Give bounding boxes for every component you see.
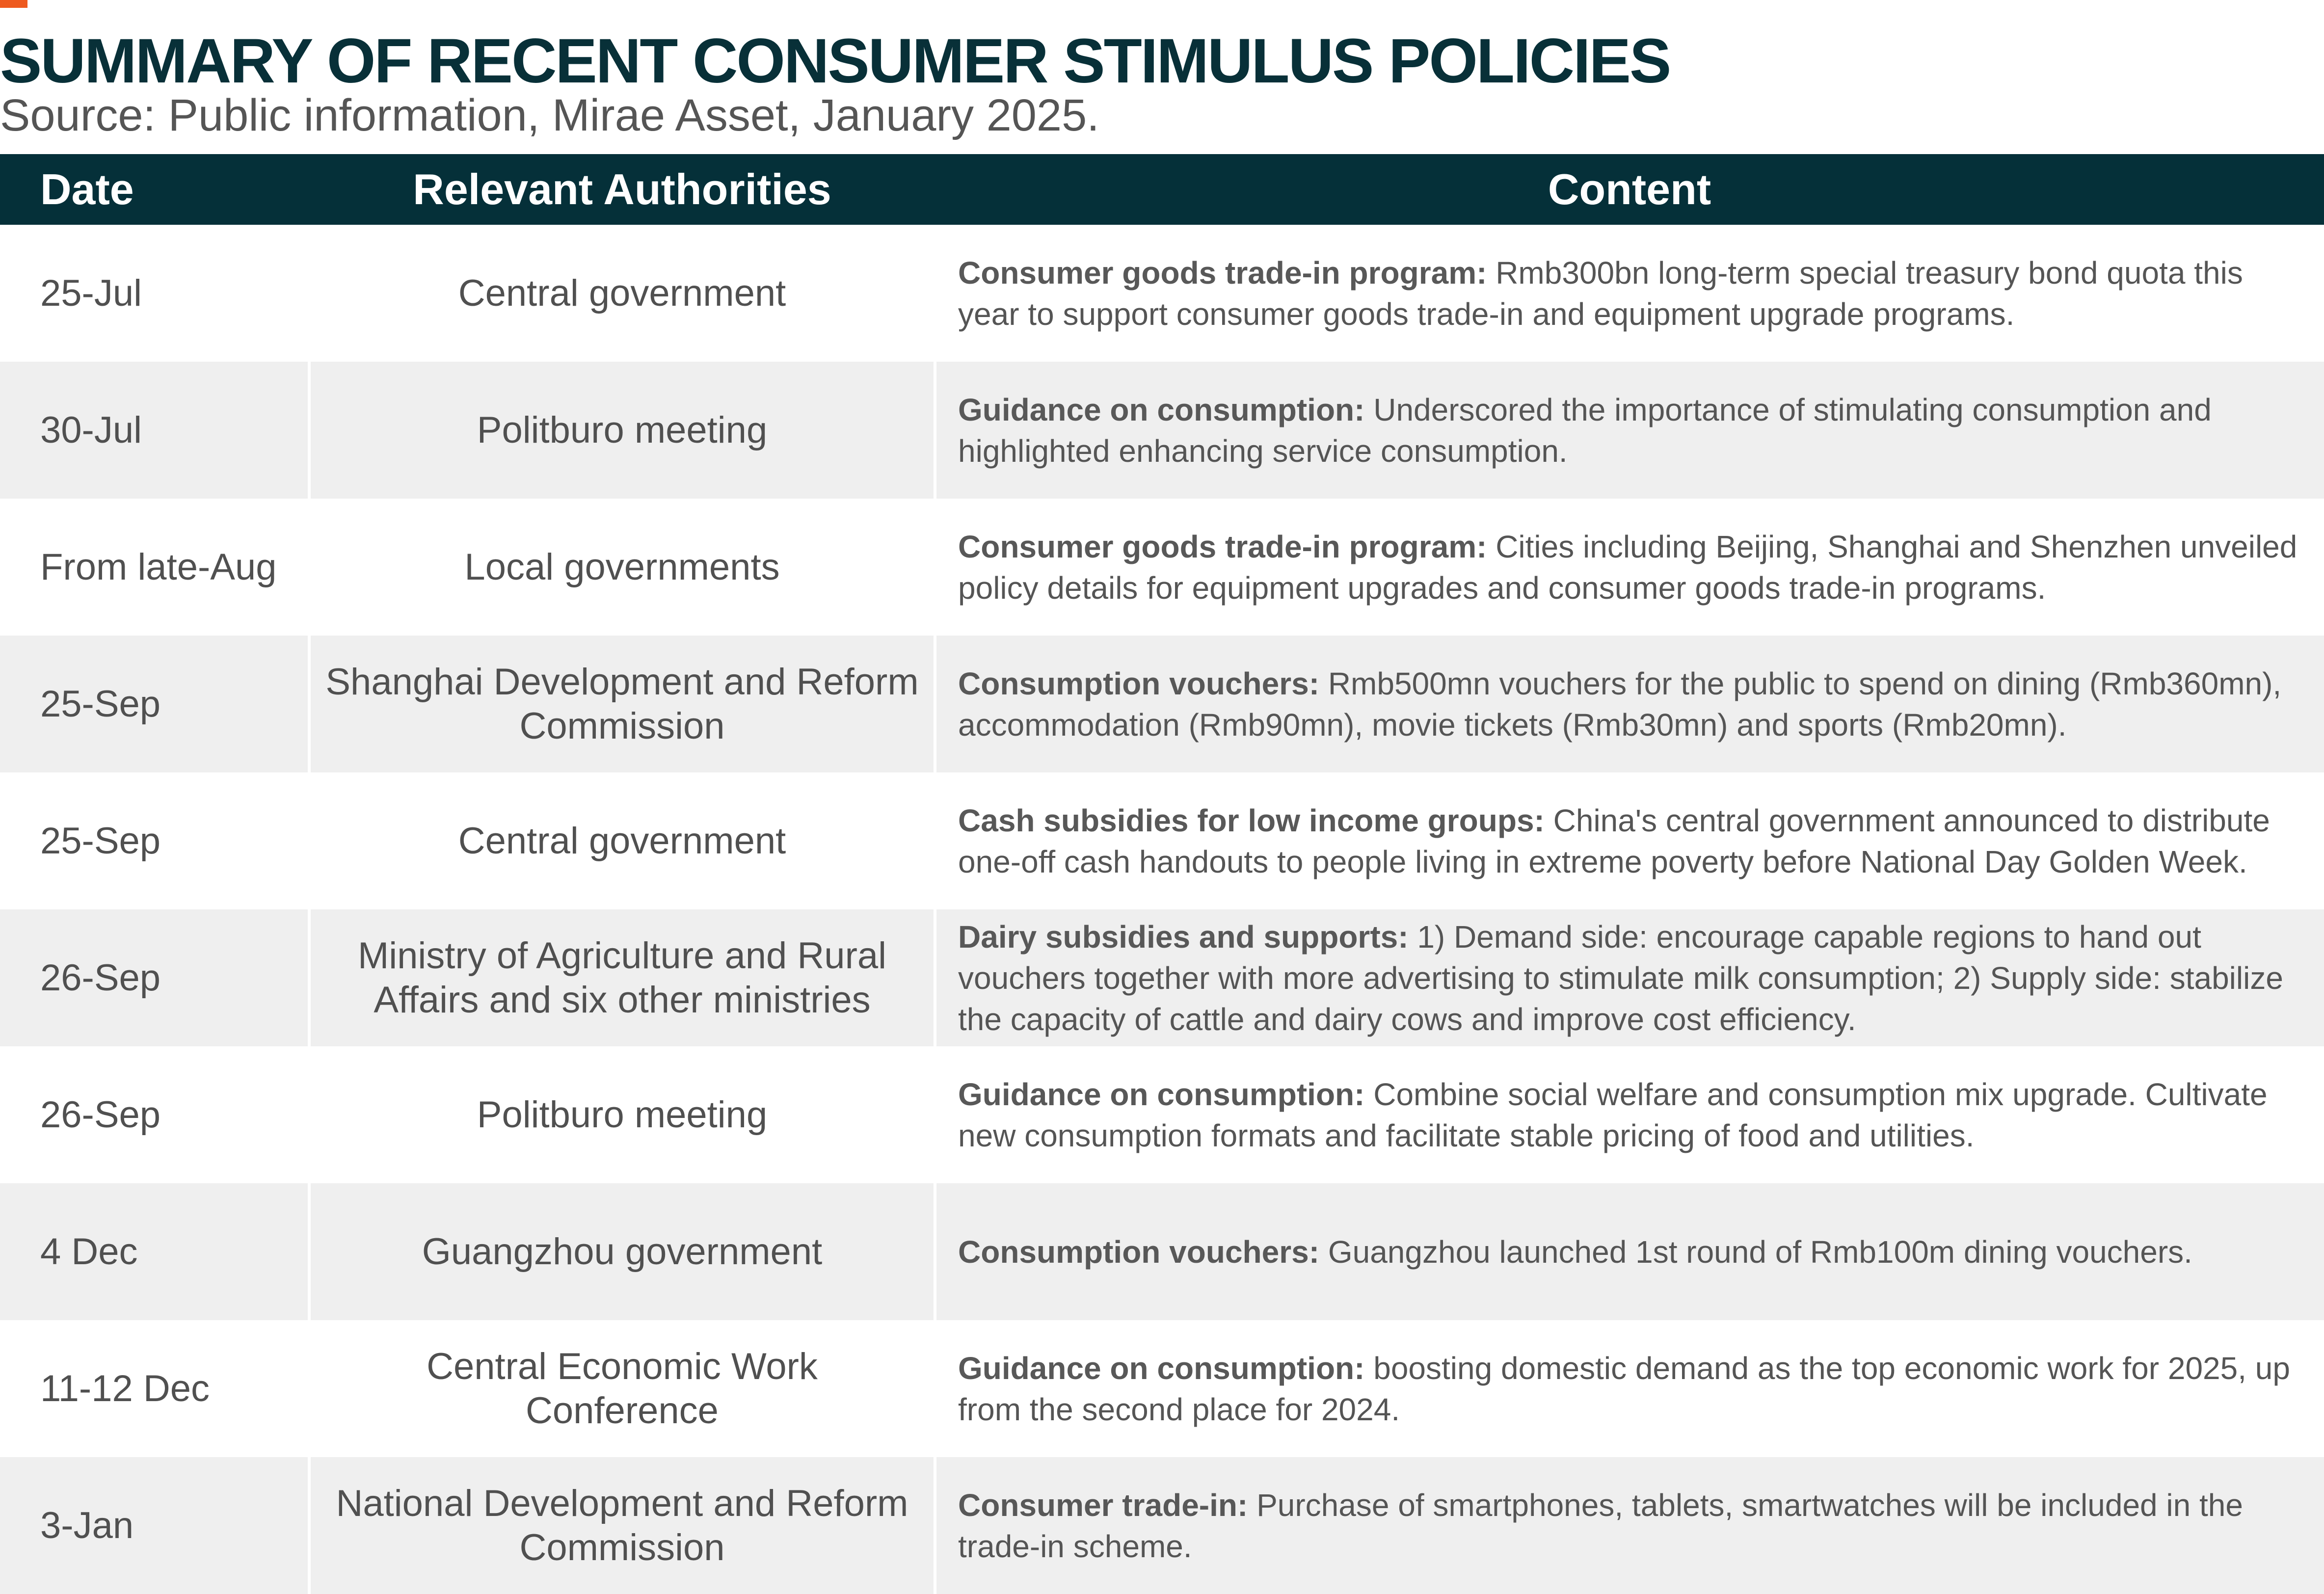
column-header-authorities: Relevant Authorities [413,165,831,213]
table-row [0,909,2324,1046]
authority-cell: Central government [309,225,935,362]
policy-type-label: Consumer goods trade-in program: [958,255,1487,291]
table-row [0,225,2324,362]
policy-type-label: Consumption vouchers: [958,1234,1320,1270]
date-cell: 30-Jul [40,409,142,451]
content-cell [935,225,2324,362]
policy-type-label: Guidance on consumption: [958,1076,1365,1112]
content-cell [935,909,2324,1046]
policy-description: Cities including Beijing, Shanghai and Shenzhen unveiled policy details for equipment upgrades and consumer goods trade-in programs. [958,529,2297,606]
authority-cell: Guangzhou government [309,1183,935,1320]
date-cell: From late-Aug [40,546,277,588]
date-cell: 4 Dec [40,1231,138,1273]
content-cell [935,636,2324,772]
authority-cell: Central government [309,772,935,909]
date-cell: 11-12 Dec [40,1368,210,1409]
policy-description: China's central government announced to distribute one-off cash handouts to people living in extreme poverty before National Day Golden Week. [958,802,2270,879]
date-cell: 25-Jul [40,272,142,314]
policy-description: Rmb300bn long-term special treasury bond quota this year to support consumer goods trade-in and equipment upgrade programs. [958,255,2243,332]
policy-description: Guangzhou launched 1st round of Rmb100m dining vouchers. [1319,1234,2192,1270]
authority-cell: Ministry of Agriculture and Rural Affairs and six other ministries [309,909,935,1046]
table-row [0,1046,2324,1183]
content-cell [935,1457,2324,1594]
policy-description: Rmb500mn vouchers for the public to spend on dining (Rmb360mn), accommodation (Rmb90mn), movie tickets (Rmb30mn) and sports (Rmb20mn). [958,665,2282,743]
policy-description: Combine social welfare and consumption mix upgrade. Cultivate new consumption formats and facilitate stable pricing of food and utilities. [958,1076,2268,1153]
date-cell: 26-Sep [40,1094,161,1136]
table-row [0,772,2324,909]
policy-type-label: Guidance on consumption: [958,1350,1365,1386]
content-cell [935,772,2324,909]
authority-cell: Politburo meeting [309,362,935,499]
date-cell: 26-Sep [40,957,161,999]
page-title: SUMMARY OF RECENT CONSUMER STIMULUS POLICIES [0,26,1670,96]
date-cell: 25-Sep [40,683,161,725]
table-body [0,225,2324,1594]
content-cell [935,1046,2324,1183]
column-header-date: Date [40,165,134,213]
authority-cell: Local governments [309,499,935,636]
policy-type-label: Cash subsidies for low income groups: [958,802,1545,838]
policy-description: Underscored the importance of stimulating consumption and highlighted enhancing service consumption. [958,392,2212,469]
table-row [0,362,2324,499]
date-cell: 25-Sep [40,820,161,862]
authority-cell: Politburo meeting [309,1046,935,1183]
table-row [0,1320,2324,1457]
content-cell [935,499,2324,636]
date-cell: 3-Jan [40,1505,134,1546]
policy-description: 1) Demand side: encourage capable regions to hand out vouchers together with more advertising to stimulate milk consumption; 2) Supply side: stabilize the capacity of cattle and dairy cows and improve cost efficiency. [958,919,2283,1037]
authority-cell: Central Economic Work Conference [309,1320,935,1457]
table-row [0,1183,2324,1320]
content-cell [935,1183,2324,1320]
table-row [0,1457,2324,1594]
policy-description: boosting domestic demand as the top economic work for 2025, up from the second place for 2024. [958,1350,2290,1427]
policy-type-label: Dairy subsidies and supports: [958,919,1409,955]
content-cell [935,362,2324,499]
authority-cell: Shanghai Development and Reform Commission [309,636,935,772]
policy-type-label: Consumption vouchers: [958,665,1320,701]
table-row [0,499,2324,636]
accent-bar [0,0,27,8]
column-header-content: Content [1548,165,1711,213]
policy-description: Purchase of smartphones, tablets, smartwatches will be included in the trade-in scheme. [958,1487,2243,1564]
source-note: Source: Public information, Mirae Asset, January 2025. [0,90,1099,140]
policy-type-label: Consumer trade-in: [958,1487,1248,1523]
policy-type-label: Consumer goods trade-in program: [958,529,1487,564]
table-header-row [0,154,2324,225]
authority-cell: National Development and Reform Commission [309,1457,935,1594]
table-row [0,636,2324,772]
content-cell [935,1320,2324,1457]
policy-table [0,154,2324,1594]
policy-type-label: Guidance on consumption: [958,392,1365,427]
